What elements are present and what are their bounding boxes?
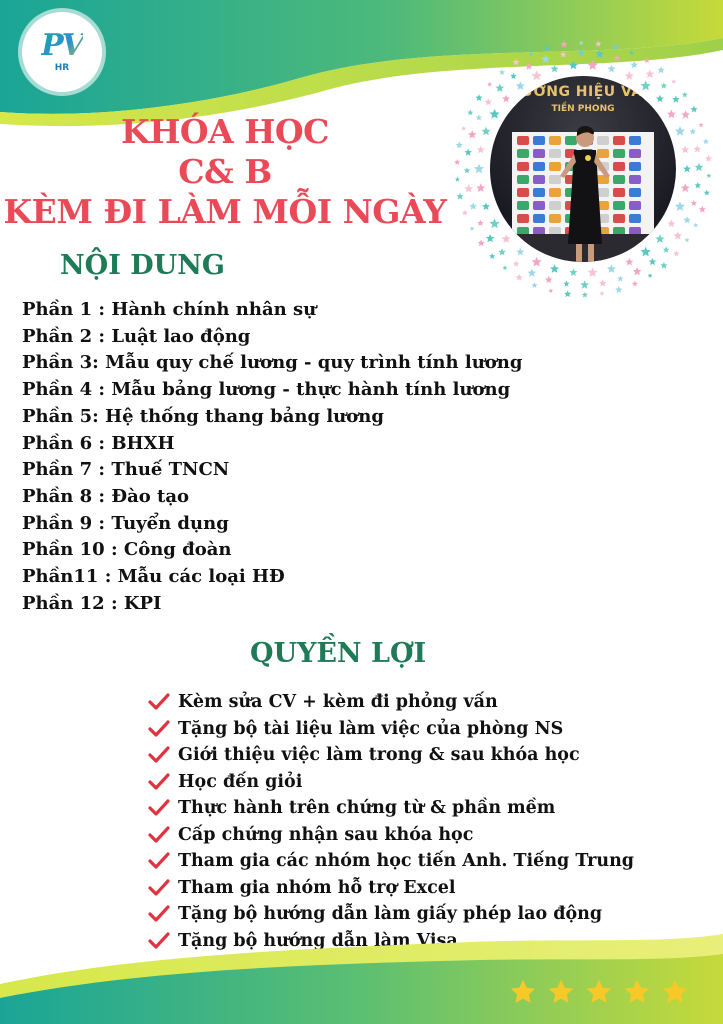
decorative-star-icon: [560, 51, 567, 57]
decorative-star-icon: [595, 41, 601, 47]
photo-banner-sub: TIỀN PHONG: [551, 104, 615, 114]
decorative-star-icon: [516, 274, 523, 281]
decorative-star-icon: [510, 73, 516, 79]
part-item: Phần 1 : Hành chính nhân sự: [22, 299, 317, 320]
benefit-text: Tặng bộ hướng dẫn làm Visa: [178, 930, 458, 951]
checkmark-icon: [146, 878, 172, 898]
decorative-star-icon: [470, 226, 475, 231]
checkmark-icon: [146, 719, 172, 739]
decorative-star-icon: [503, 265, 508, 270]
part-item: Phần 3: Mẫu quy chế lương - quy trình tính lương: [22, 352, 523, 374]
decorative-star-icon: [499, 69, 505, 75]
sponsor-logo: [517, 136, 529, 145]
decorative-star-icon: [629, 50, 634, 55]
decorative-star-icon: [580, 280, 589, 288]
decorative-star-icon: [695, 182, 702, 188]
decorative-star-icon: [625, 71, 634, 80]
sponsor-logo: [629, 149, 641, 158]
decorative-star-icon: [705, 155, 712, 162]
speaker-figure: [550, 124, 620, 262]
star-icon: [623, 978, 651, 1006]
benefit-text: Kèm sửa CV + kèm đi phỏng vấn: [178, 692, 498, 713]
decorative-star-icon: [477, 220, 483, 226]
benefits-heading: QUYỀN LỢI: [250, 638, 427, 669]
part-item: Phần 12 : KPI: [22, 592, 162, 614]
decorative-star-icon: [644, 57, 650, 63]
star-icon: [509, 978, 537, 1006]
decorative-star-icon: [464, 184, 473, 192]
decorative-star-icon: [477, 146, 485, 154]
decorative-star-icon: [525, 62, 533, 69]
decorative-star-icon: [683, 216, 691, 223]
sponsor-logo: [533, 136, 545, 145]
benefit-item: [146, 822, 706, 849]
rating-stars: [509, 978, 689, 1006]
decorative-star-icon: [595, 50, 604, 58]
decorative-star-icon: [681, 183, 690, 192]
decorative-star-icon: [694, 145, 702, 152]
checkmark-icon: [146, 692, 172, 712]
decorative-star-icon: [475, 94, 482, 101]
decorative-star-icon: [685, 238, 690, 243]
sponsor-logo: [517, 149, 529, 158]
sponsor-logo: [533, 149, 545, 158]
decorative-star-icon: [667, 220, 675, 228]
decorative-star-icon: [563, 280, 570, 286]
sponsor-logo: [517, 188, 529, 197]
decorative-star-icon: [560, 41, 567, 48]
star-icon: [547, 978, 575, 1006]
decorative-star-icon: [646, 70, 655, 78]
decorative-star-icon: [512, 59, 519, 66]
decorative-star-icon: [704, 190, 710, 196]
speaker-photo-frame: [452, 38, 714, 300]
benefit-text: Thực hành trên chứng từ & phần mềm: [178, 798, 556, 819]
benefit-text: Tham gia các nhóm học tiến Anh. Tiếng Trung: [178, 851, 635, 872]
checkmark-icon: [146, 851, 172, 871]
course-parts-list: [22, 297, 622, 617]
star-icon: [661, 978, 689, 1006]
checkmark-icon: [146, 745, 172, 765]
decorative-star-icon: [693, 223, 698, 228]
decorative-star-icon: [489, 218, 499, 228]
decorative-star-icon: [464, 149, 472, 156]
sponsor-logo: [533, 162, 545, 171]
logo-mark: PV: [41, 28, 83, 63]
decorative-star-icon: [703, 138, 709, 144]
decorative-star-icon: [675, 201, 685, 211]
decorative-star-icon: [607, 264, 616, 273]
decorative-star-icon: [544, 45, 550, 51]
decorative-star-icon: [690, 128, 696, 134]
sponsor-logo: [629, 162, 641, 171]
part-item: Phần 8 : Đào tạo: [22, 485, 189, 507]
course-title: [0, 112, 450, 232]
decorative-star-icon: [529, 52, 534, 57]
benefit-item: [146, 742, 706, 769]
sponsor-logo: [533, 188, 545, 197]
decorative-star-icon: [599, 279, 607, 286]
benefit-item: [146, 689, 706, 716]
title-line-3: KÈM ĐI LÀM MỖI NGÀY: [3, 192, 447, 231]
decorative-star-icon: [579, 40, 584, 45]
decorative-star-icon: [675, 126, 685, 136]
decorative-star-icon: [658, 66, 665, 73]
decorative-star-icon: [532, 71, 542, 81]
decorative-star-icon: [617, 275, 623, 281]
benefit-text: Cấp chứng nhận sau khóa học: [178, 824, 474, 845]
sponsor-logo: [629, 214, 641, 223]
decorative-star-icon: [588, 60, 598, 70]
part-item: Phần 2 : Luật lao động: [22, 325, 251, 347]
part-item: Phần 5: Hệ thống thang bảng lương: [22, 405, 384, 427]
decorative-star-icon: [695, 163, 704, 171]
sponsor-logo: [533, 175, 545, 184]
decorative-star-icon: [469, 202, 477, 209]
benefit-text: Tham gia nhóm hỗ trợ Excel: [178, 877, 456, 898]
bottom-wave-decoration: [0, 914, 723, 1024]
logo-subtext: HR: [54, 63, 70, 73]
sponsor-logo: [629, 136, 641, 145]
decorative-star-icon: [682, 92, 688, 98]
sponsor-logo: [517, 175, 529, 184]
decorative-star-icon: [630, 61, 638, 68]
benefit-item: [146, 769, 706, 796]
sponsor-logo: [629, 188, 641, 197]
decorative-star-icon: [527, 269, 536, 277]
decorative-star-icon: [588, 267, 598, 277]
decorative-star-icon: [464, 167, 470, 173]
part-item: Phần 10 : Công đoàn: [22, 539, 232, 561]
decorative-star-icon: [474, 164, 484, 174]
benefit-item: [146, 716, 706, 743]
benefit-item: [146, 875, 706, 902]
decorative-star-icon: [569, 61, 578, 70]
decorative-star-icon: [454, 159, 460, 165]
photo-banner: THƯƠNG HIỆU VÀNG: [499, 84, 667, 100]
decorative-star-icon: [614, 55, 621, 61]
decorative-star-icon: [699, 123, 704, 128]
decorative-star-icon: [683, 165, 691, 173]
sponsor-logo: [629, 175, 641, 184]
decorative-star-icon: [633, 267, 642, 275]
decorative-star-icon: [532, 282, 538, 288]
sponsor-logo: [517, 201, 529, 210]
decorative-star-icon: [699, 206, 706, 213]
decorative-star-icon: [706, 173, 711, 178]
part-item: Phần11 : Mẫu các loại HĐ: [22, 566, 285, 588]
decorative-star-icon: [476, 114, 482, 120]
decorative-star-icon: [548, 288, 553, 293]
benefit-item: [146, 795, 706, 822]
benefit-text: Tặng bộ hướng dẫn làm giấy phép lao động: [178, 904, 603, 925]
part-item: Phần 7 : Thuế TNCN: [22, 459, 230, 481]
benefit-item: [146, 848, 706, 875]
decorative-star-icon: [600, 291, 605, 296]
decorative-star-icon: [478, 239, 485, 246]
sponsor-logo: [629, 201, 641, 210]
decorative-star-icon: [691, 200, 698, 206]
decorative-star-icon: [648, 273, 653, 278]
decorative-star-icon: [681, 146, 689, 154]
company-logo: [22, 12, 102, 92]
sponsor-logo: [517, 214, 529, 223]
decorative-star-icon: [541, 55, 550, 63]
part-item: Phần 9 : Tuyển dụng: [22, 512, 229, 534]
decorative-star-icon: [615, 286, 622, 293]
part-item: Phần 4 : Mẫu bảng lương - thực hành tính lương: [22, 379, 511, 401]
decorative-star-icon: [690, 106, 697, 113]
decorative-star-icon: [632, 281, 638, 287]
decorative-star-icon: [660, 262, 667, 269]
decorative-star-icon: [545, 276, 553, 283]
star-icon: [585, 978, 613, 1006]
decorative-star-icon: [569, 268, 577, 276]
content-heading: NỘI DUNG: [60, 250, 225, 281]
sponsor-logo: [517, 162, 529, 171]
decorative-star-icon: [551, 65, 559, 73]
benefit-text: Giới thiệu việc làm trong & sau khóa học: [178, 745, 580, 766]
decorative-star-icon: [467, 110, 473, 116]
decorative-star-icon: [476, 183, 485, 192]
sponsor-logo: [533, 214, 545, 223]
title-line-1: KHÓA HỌC: [121, 112, 329, 151]
decorative-star-icon: [550, 264, 559, 273]
decorative-star-icon: [608, 65, 616, 73]
title-line-2: C& B: [178, 152, 272, 191]
decorative-star-icon: [468, 130, 477, 138]
speaker-photo: [490, 76, 676, 262]
decorative-star-icon: [456, 193, 463, 200]
decorative-star-icon: [612, 43, 619, 50]
decorative-star-icon: [681, 110, 690, 118]
checkmark-icon: [146, 825, 172, 845]
checkmark-icon: [146, 772, 172, 792]
decorative-star-icon: [461, 126, 466, 131]
benefit-text: Học đến giỏi: [178, 771, 303, 792]
benefit-text: Tặng bộ tài liệu làm việc của phòng NS: [178, 718, 564, 739]
decorative-star-icon: [462, 210, 468, 216]
decorative-star-icon: [455, 177, 460, 182]
checkmark-icon: [146, 798, 172, 818]
sponsor-logo: [533, 201, 545, 210]
decorative-star-icon: [482, 202, 490, 210]
part-item: Phần 6 : BHXH: [22, 432, 175, 454]
decorative-star-icon: [578, 49, 586, 56]
decorative-star-icon: [456, 141, 463, 148]
decorative-star-icon: [482, 127, 491, 136]
